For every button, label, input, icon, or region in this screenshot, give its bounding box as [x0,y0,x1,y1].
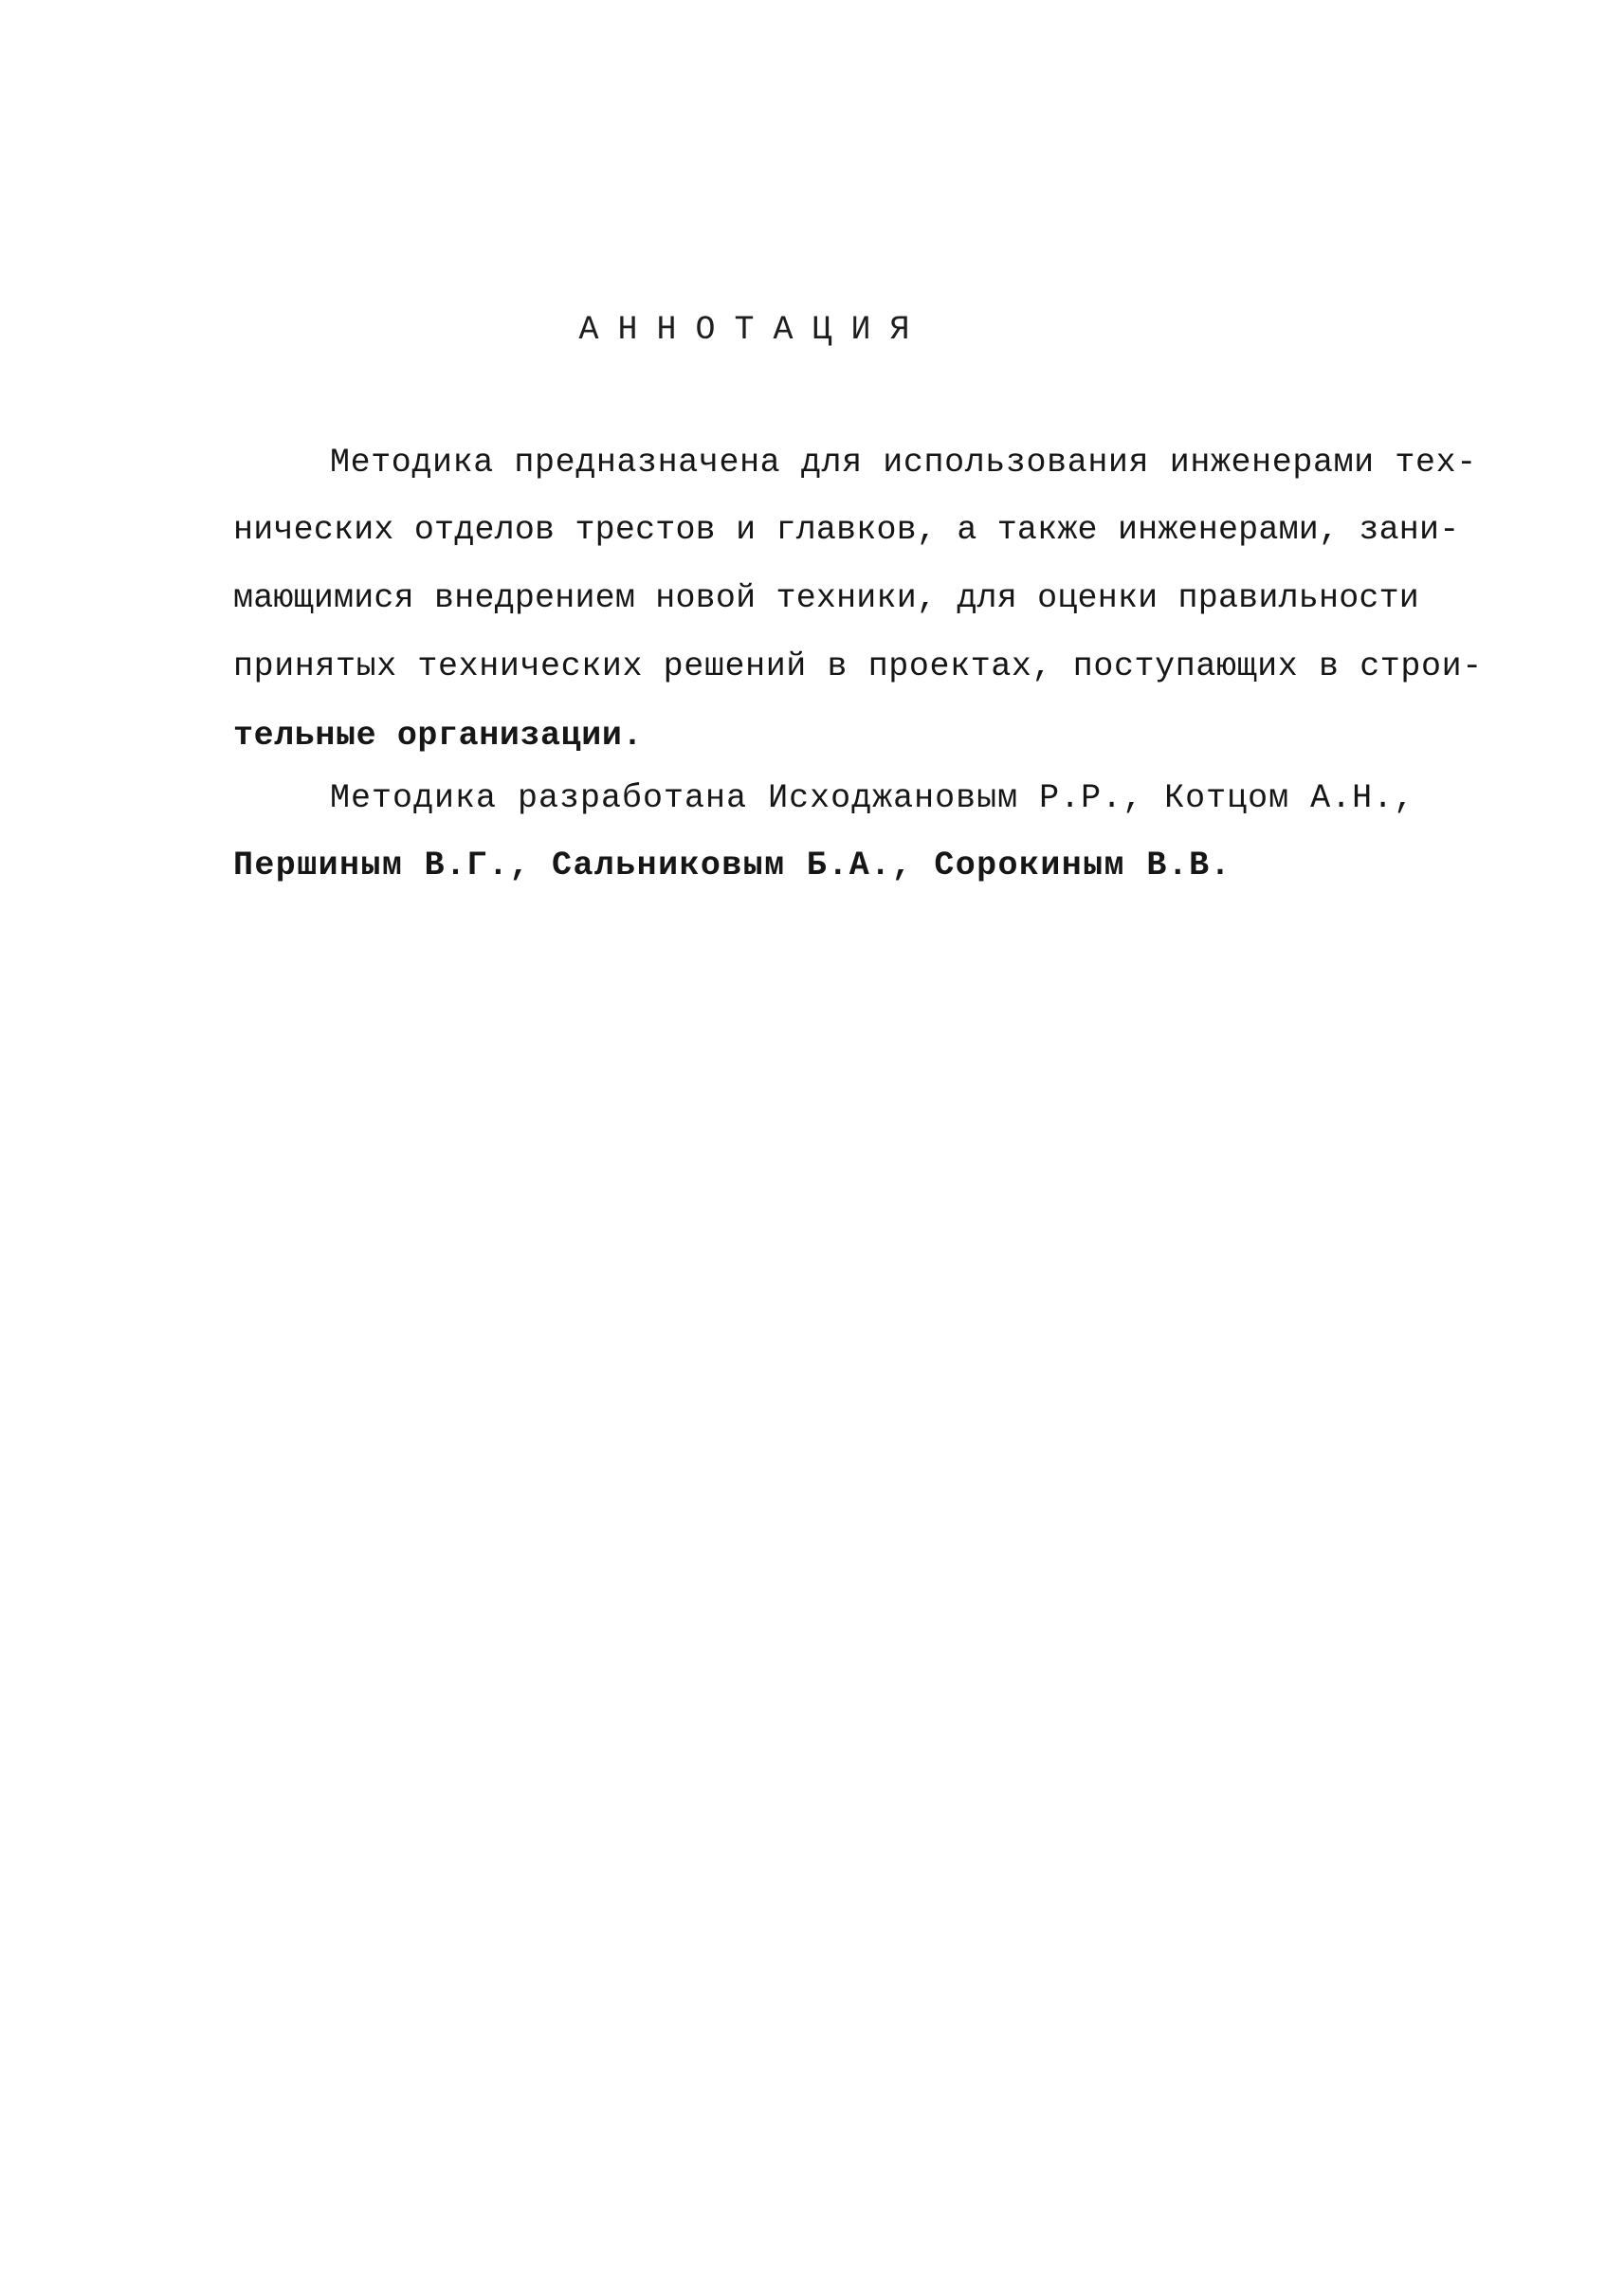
paragraph-2-line-1: Методика разработана Исходжановым Р.Р., Котцом А.Н., [330,779,1415,817]
document-title: АННОТАЦИЯ [578,311,929,349]
paragraph-1-line-4: принятых технических решений в проектах, поступающих в строи- [233,647,1483,685]
paragraph-1-line-2: нических отделов трестов и главков, а также инженерами, зани- [233,511,1460,549]
paragraph-1-line-3: мающимися внедрением новой техники, для оценки правильности [233,579,1420,617]
paragraph-1-line-5: тельные организации. [233,717,644,755]
paragraph-2-line-2: Першиным В.Г., Сальниковым Б.А., Сорокиным В.В. [233,847,1232,884]
paragraph-1-line-1: Методика предназначена для использования инженерами тех- [330,444,1477,482]
